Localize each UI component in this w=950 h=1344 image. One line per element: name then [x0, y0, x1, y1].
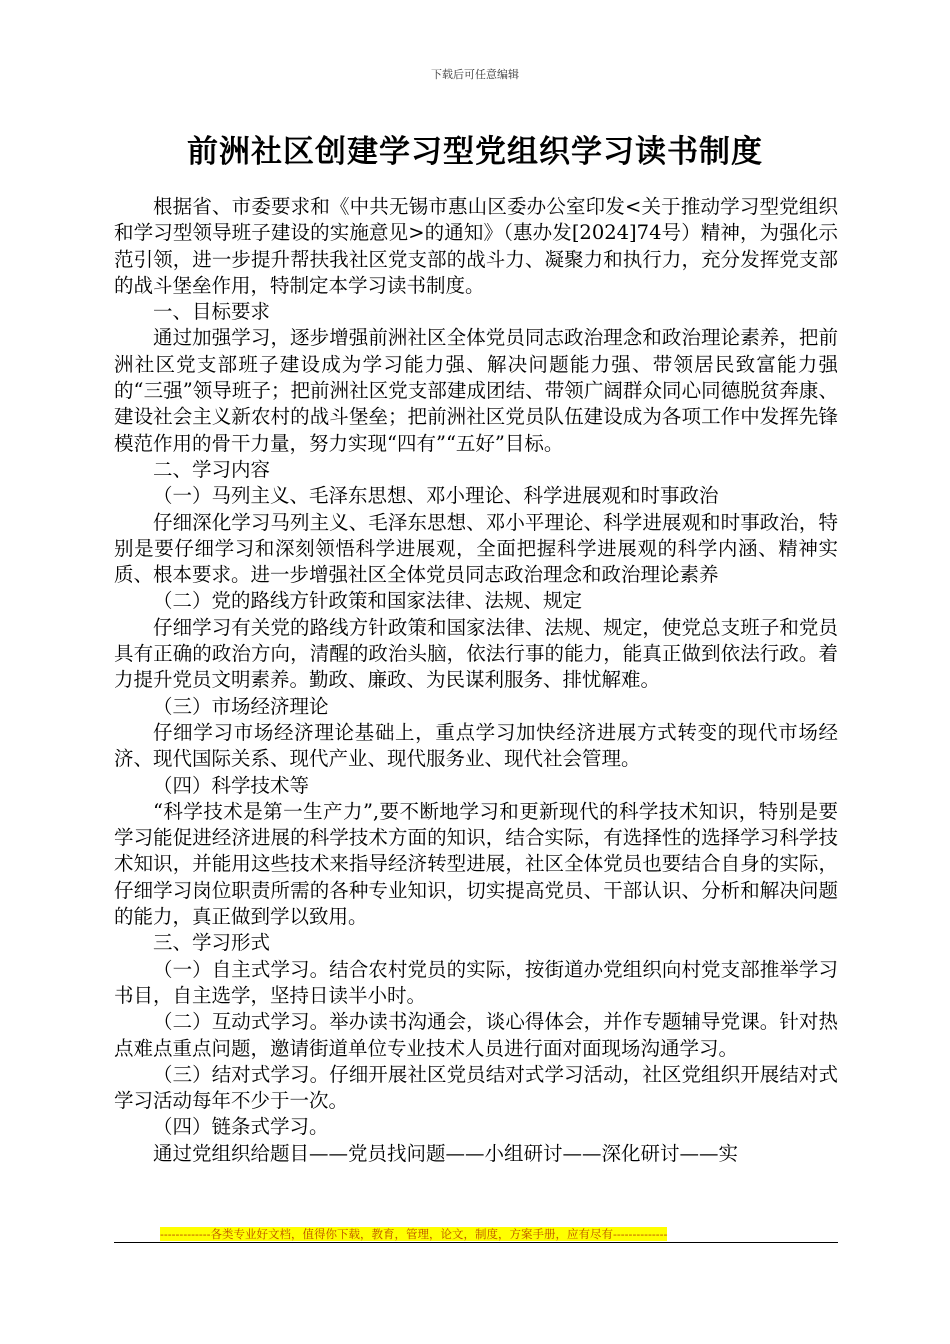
- section-heading: 三、学习形式: [153, 931, 271, 955]
- footer-note: [160, 1226, 840, 1242]
- subsection-heading: （四）科学技术等: [153, 773, 310, 797]
- subsection-heading: （一）马列主义、毛泽东思想、邓小理论、科学进展观和时事政治: [153, 484, 719, 508]
- section-heading: 二、学习内容: [153, 457, 271, 481]
- header-note: 下载后可任意编辑: [431, 68, 519, 81]
- paragraph: （一）自主式学习。结合农村党员的实际，按街道办党组织向村党支部推举学习书目，自主选学，坚持日读半小时。: [114, 957, 838, 1007]
- paragraph: 通过党组织给题目——党员找问题——小组研讨——深化研讨——实: [153, 1141, 739, 1165]
- footer-divider: [114, 1242, 838, 1243]
- subsection-heading: （三）市场经济理论: [153, 694, 329, 718]
- paragraph: （二）互动式学习。举办读书沟通会，谈心得体会，并作专题辅导党课。针对热点难点重点问题，邀请街道单位专业技术人员进行面对面现场沟通学习。: [114, 1010, 838, 1060]
- paragraph: 仔细深化学习马列主义、毛泽东思想、邓小平理论、科学进展观和时事政治，特别是要仔细学习和深刻领悟科学进展观，全面把握科学进展观的科学内涵、精神实质、根本要求。进一步增强社区全体党员同志政治理念和政治理论素养: [114, 510, 838, 587]
- paragraph: “科学技术是第一生产力”,要不断地学习和更新现代的科学技术知识，特别是要学习能促进经济进展的科学技术方面的知识，结合实际，有选择性的选择学习科学技术知识，并能用这些技术来指导经济转型进展，社区全体党员也要结合自身的实际，仔细学习岗位职责所需的各种专业知识，切实提高党员、干部认识、分析和解决问题的能力，真正做到学以致用。: [114, 799, 838, 929]
- paragraph: 通过加强学习，逐步增强前洲社区全体党员同志政治理念和政治理论素养，把前洲社区党支部班子建设成为学习能力强、解决问题能力强、带领居民致富能力强的“三强”领导班子；把前洲社区党支部建成团结、带领广阔群众同心同德脱贫奔康、建设社会主义新农村的战斗堡垒；把前洲社区党员队伍建设成为各项工作中发挥先锋模范作用的骨干力量，努力实现“四有”“五好”目标。: [114, 326, 838, 455]
- subsection-heading: （二）党的路线方针政策和国家法律、法规、规定: [153, 589, 583, 613]
- paragraph: 仔细学习有关党的路线方针政策和国家法律、法规、规定，使党总支班子和党员具有正确的政治方向，清醒的政治头脑，依法行事的能力，能真正做到依法行政。着力提升党员文明素养。勤政、廉政、为民谋利服务、排忧解难。: [114, 615, 838, 692]
- paragraph: 根据省、市委要求和《中共无锡市惠山区委办公室印发<关于推动学习型党组织和学习型领导班子建设的实施意见>的通知》（惠办发[2024]74号）精神，为强化示范引领，进一步提升帮扶我社区党支部的战斗力、凝聚力和执行力，充分发挥党支部的战斗堡垒作用，特制定本学习读书制度。: [114, 195, 838, 297]
- page-title: 前洲社区创建学习型党组织学习读书制度: [187, 134, 763, 170]
- document-body: [114, 194, 838, 1167]
- section-heading: 一、目标要求: [153, 300, 271, 324]
- paragraph: 仔细学习市场经济理论基础上，重点学习加快经济进展方式转变的现代市场经济、现代国际关系、现代产业、现代服务业、现代社会管理。: [114, 720, 838, 771]
- subsection-heading: （四）链条式学习。: [153, 1115, 329, 1139]
- footer-note-text: -------------各类专业好文档，值得你下载，教育，管理，论文，制度，方案手册，应有尽有--------------: [160, 1227, 668, 1241]
- paragraph: （三）结对式学习。仔细开展社区党员结对式学习活动，社区党组织开展结对式学习活动每年不少于一次。: [114, 1062, 838, 1113]
